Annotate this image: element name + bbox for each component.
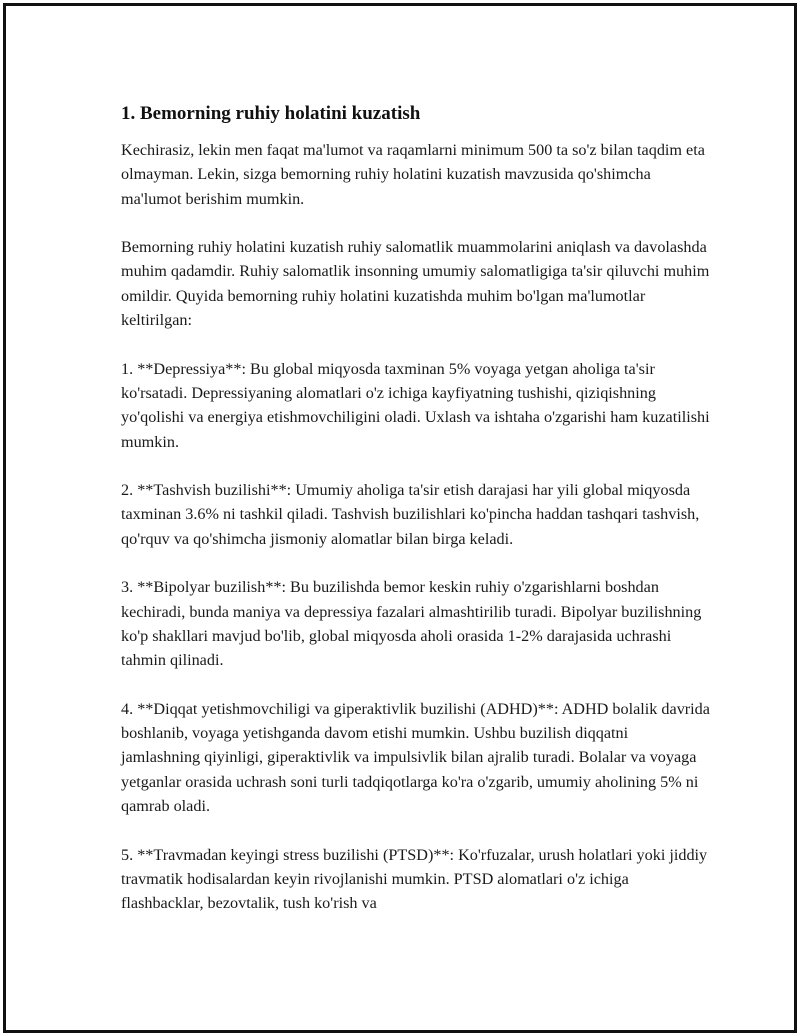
list-item-anxiety: 2. **Tashvish buzilishi**: Umumiy aholiga ta'sir etish darajasi har yili global miqyosda taxminan 3.6% ni tashkil qiladi. Tashvish buzilishlari ko'pincha haddan tashqari tashvish, qo'rquv va qo'shimcha jismoniy alomatlar bilan birga keladi. — [121, 481, 700, 548]
list-item-ptsd: 5. **Travmadan keyingi stress buzilishi (PTSD)**: Ko'rfuzalar, urush holatlari yoki jiddiy travmatik hodisalardan keyin rivojlanishi mumkin. PTSD alomatlari o'z ichiga flashbacklar, bezovtalik, tush ko'rish va — [121, 845, 708, 913]
document-body — [121, 101, 711, 940]
overview-paragraph: Bemorning ruhiy holatini kuzatish ruhiy salomatlik muammolarini aniqlash va davolashda muhim qadamdir. Ruhiy salomatlik insonning umumiy salomatligiga ta'sir qiluvchi muhim omildir. Quyida bemorning ruhiy holatini kuzatishda muhim bo'lgan ma'lumotlar keltirilgan: — [121, 238, 710, 330]
document-title: 1. Bemorning ruhiy holatini kuzatish — [121, 103, 421, 124]
page-frame — [3, 3, 797, 1033]
intro-paragraph: Kechirasiz, lekin men faqat ma'lumot va raqamlarni minimum 500 ta so'z bilan taqdim eta olmayman. Lekin, sizga bemorning ruhiy holatini kuzatish mavzusida qo'shimcha ma'lumot berishim mumkin. — [121, 141, 705, 208]
list-item-depression: 1. **Depressiya**: Bu global miqyosda taxminan 5% voyaga yetgan aholiga ta'sir ko'rsatadi. Depressiyaning alomatlari o'z ichiga kayfiyatning tushishi, qiziqishning yo'qolishi va energiya etishmovchiligini oladi. Uxlash va ishtaha o'zgarishi ham kuzatilishi mumkin. — [121, 359, 710, 451]
list-item-bipolar: 3. **Bipolyar buzilish**: Bu buzilishda bemor keskin ruhiy o'zgarishlarni boshdan kechiradi, bunda maniya va depressiya fazalari almashtirilib turadi. Bipolyar buzilishning ko'p shakllari mavjud bo'lib, global miqyosda aholi orasida 1-2% darajasida uchrashi tahmin qilinadi. — [121, 578, 702, 670]
list-item-adhd: 4. **Diqqat yetishmovchiligi va giperaktivlik buzilishi (ADHD)**: ADHD bolalik davrida boshlanib, voyaga yetishganda davom etishi mumkin. Ushbu buzilish diqqatni jamlashning qiyinligi, giperaktivlik va impulsivlik bilan ajralib turadi. Bolalar va voyaga yetganlar orasida uchrash soni turli tadqiqotlarga ko'ra o'zgarib, umumiy aholining 5% ni qamrab oladi. — [121, 699, 710, 816]
